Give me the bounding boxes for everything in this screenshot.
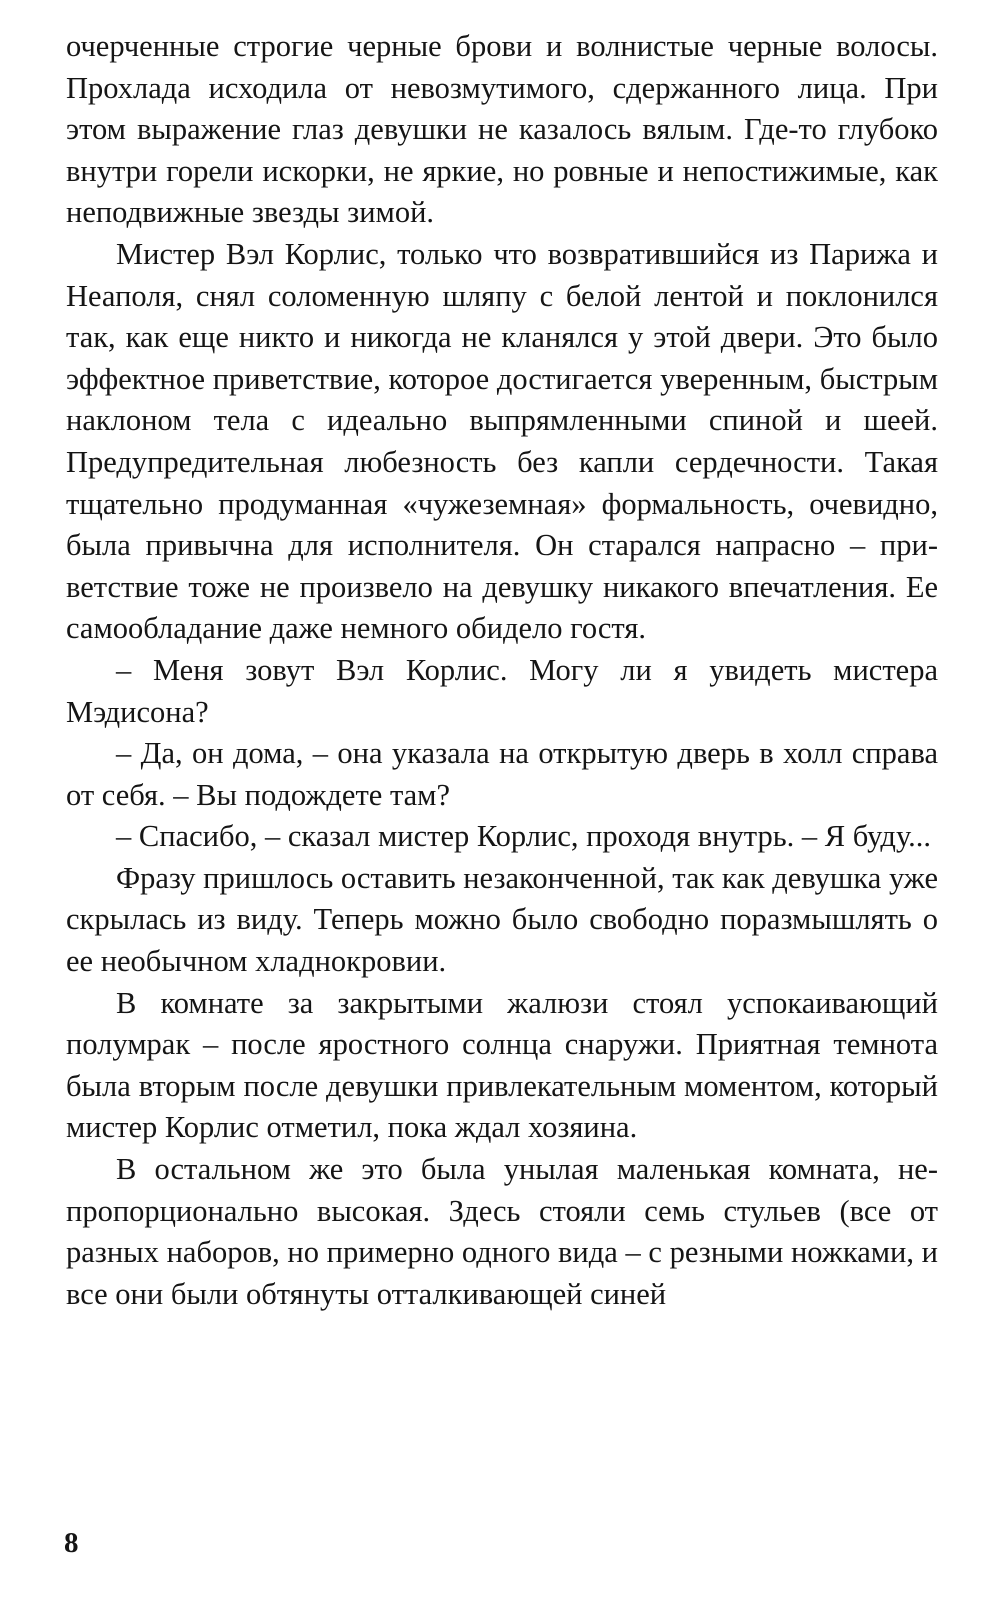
paragraph-3: – Меня зовут Вэл Корлис. Могу ли я увидеть мистера Мэдисона? bbox=[66, 652, 938, 729]
paragraph-5: – Спасибо, – сказал мистер Корлис, проходя внутрь. – Я буду... bbox=[116, 819, 932, 854]
paragraph-2: Мистер Вэл Корлис, только что возвратившийся из Парижа и Неаполя, снял соломенную шляпу с белой лентой и поклонился так, как еще никто и никогда не кланялся у этой двери. Это было эффектное приветствие, которое достигается уверенным, быстрым наклоном тела с идеально выпрямленными спиной и шеей. Предупредительная любезность без капли сердечности. Такая тщательно продуманная «чужеземная» формальность, очевидно, была привычна для исполнителя. Он старался напрасно – приветствие тоже не произвело на девушку никакого впечатления. Ее самообладание даже немного обидело гостя. bbox=[66, 236, 938, 646]
paragraph-6: Фразу пришлось оставить незаконченной, так как девушка уже скрылась из виду. Теперь можно было свободно поразмышлять о ее необычном хладнокровии. bbox=[66, 860, 938, 979]
page-number: 8 bbox=[64, 1527, 79, 1559]
paragraph-7: В комнате за закрытыми жалюзи стоял успокаивающий полумрак – после яростного солнца снаружи. Приятная темнота была вторым после девушки привлекательным моментом, который мистер Корлис отметил, пока ждал хозяина. bbox=[66, 985, 938, 1145]
book-page-text bbox=[66, 26, 938, 1315]
paragraph-1: очерченные строгие черные брови и волнистые черные волосы. Прохлада исходила от невозмутимого, сдержанного лица. При этом выражение глаз девушки не казалось вялым. Где-то глубоко внутри горели искорки, не яркие, но ровные и непостижимые, как неподвижные звезды зимой. bbox=[66, 29, 938, 230]
paragraph-4: – Да, он дома, – она указала на открытую дверь в холл справа от себя. – Вы подождете там? bbox=[66, 736, 938, 812]
paragraph-8: В остальном же это была унылая маленькая комната, непропорционально высокая. Здесь стояли семь стульев (все от разных наборов, но примерно одного вида – с резными ножками, и все они были обтянуты отталкивающей синей bbox=[66, 1152, 938, 1311]
